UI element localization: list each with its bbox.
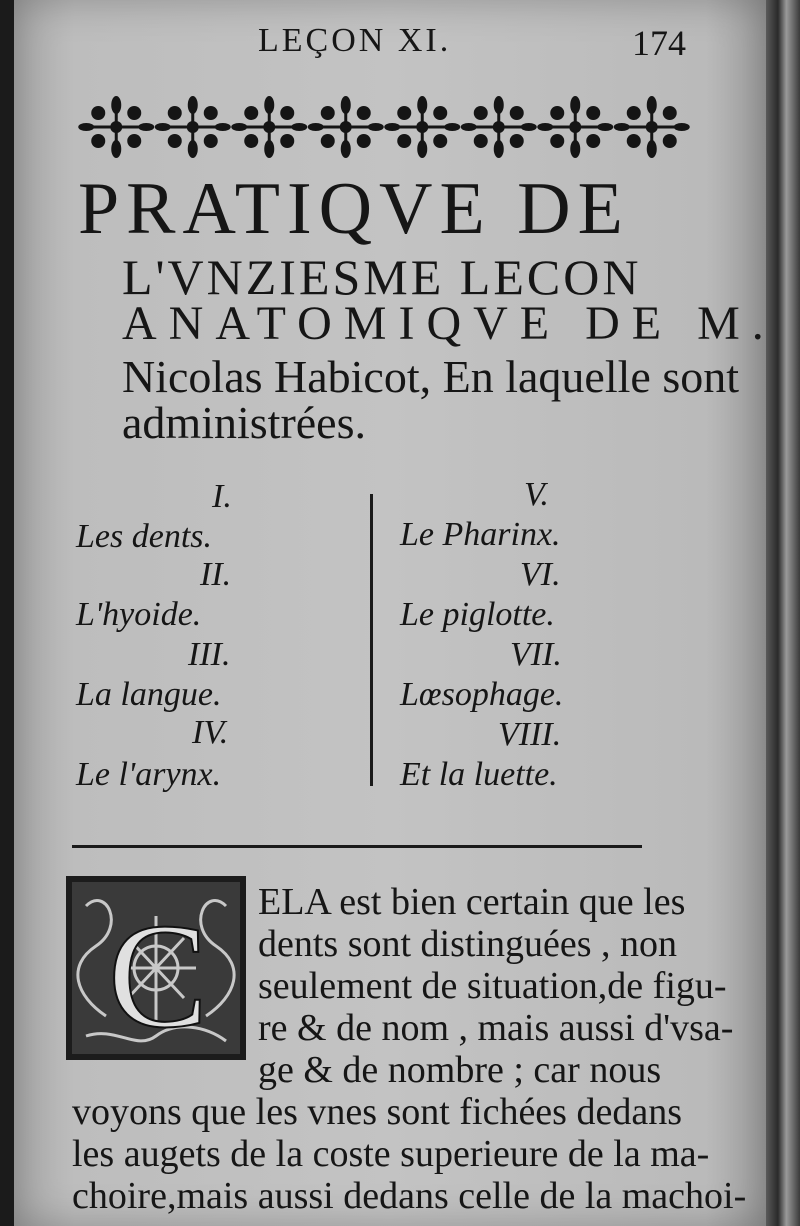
body-line: voyons que les vnes sont fichées dedans xyxy=(72,1091,682,1133)
toc-item: Le l'arynx. xyxy=(76,756,222,793)
fleuron xyxy=(461,96,537,158)
chapter-title-line-2: L'VNZIESME LECON xyxy=(122,249,642,305)
toc-numeral: VI. xyxy=(520,556,561,593)
fleuron xyxy=(384,96,460,158)
toc-item: Le piglotte. xyxy=(400,596,555,633)
body-line: dents sont distinguées , non xyxy=(258,923,678,965)
body-line: choire,mais aussi dedans celle de la machoi- xyxy=(72,1175,747,1217)
ornamental-border xyxy=(78,92,690,162)
fleuron xyxy=(231,96,307,158)
chapter-title-line-5: administrées. xyxy=(122,397,366,448)
section-rule xyxy=(72,845,642,848)
chapter-title-line-3: ANATOMIQVE DE M. xyxy=(122,297,776,350)
decorated-initial xyxy=(66,876,246,1060)
body-line: ELA est bien certain que les xyxy=(258,881,686,923)
body-line: re & de nom , mais aussi d'vsa- xyxy=(258,1007,734,1049)
toc-item: L'hyoide. xyxy=(76,596,202,633)
toc-numeral: VIII. xyxy=(498,716,562,753)
toc-numeral: II. xyxy=(200,556,232,593)
toc-numeral: V. xyxy=(524,476,549,513)
toc-numeral: I. xyxy=(212,478,232,515)
running-head: LEÇON XI. xyxy=(258,22,452,59)
initial-letter: C xyxy=(107,893,209,1059)
toc-item: Les dents. xyxy=(76,518,212,555)
toc-item: Lœsophage. xyxy=(400,676,564,713)
column-divider xyxy=(370,494,373,786)
fleuron xyxy=(537,96,613,158)
fleuron xyxy=(155,96,231,158)
toc-numeral: III. xyxy=(188,636,231,673)
chapter-title-line-4: Nicolas Habicot, En laquelle sont xyxy=(122,351,740,402)
fleuron xyxy=(614,96,690,158)
toc-item: Le Pharinx. xyxy=(400,516,561,553)
toc-numeral: VII. xyxy=(510,636,562,673)
page-number: 174 xyxy=(632,23,686,63)
body-line: seulement de situation,de figu- xyxy=(258,965,727,1007)
body-line: les augets de la coste superieure de la ma- xyxy=(72,1133,710,1175)
page-edge xyxy=(766,0,800,1226)
toc-numeral: IV. xyxy=(192,714,229,751)
body-line: ge & de nombre ; car nous xyxy=(258,1049,662,1091)
fleuron xyxy=(308,96,384,158)
toc-item: La langue. xyxy=(76,676,222,713)
fleuron xyxy=(78,96,154,158)
chapter-title-line-1: PRATIQVE DE xyxy=(78,168,630,250)
toc-item: Et la luette. xyxy=(400,756,558,793)
